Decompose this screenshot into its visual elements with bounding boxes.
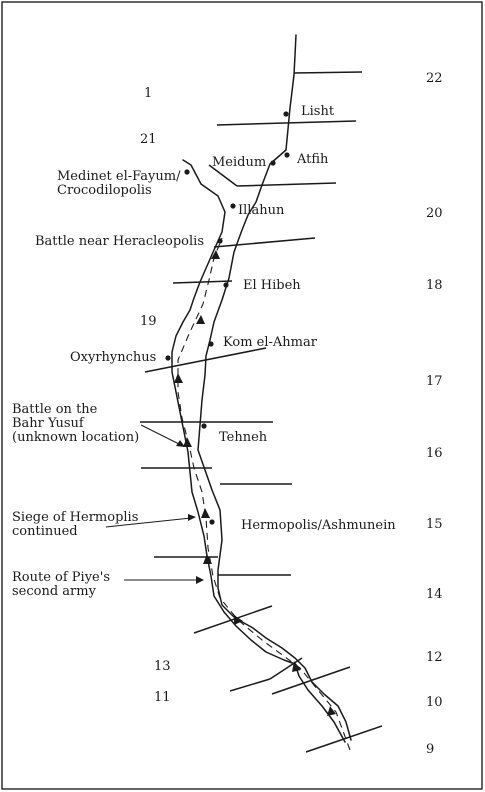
route-pointer-head <box>196 576 204 584</box>
bahr-yusuf-pointer <box>141 425 181 445</box>
fayum-label-line2: Crocodilopolis <box>57 183 152 198</box>
boundary-12-west <box>230 679 270 691</box>
kom-el-ahmar-dot <box>208 341 213 346</box>
route-arrowhead <box>174 373 183 383</box>
siege-label-line1: Siege of Hermoplis <box>12 510 139 525</box>
route-arrowhead <box>203 554 212 564</box>
tehneh-dot <box>201 423 206 428</box>
nome-number: 17 <box>426 374 443 389</box>
nome-number: 16 <box>426 446 443 461</box>
lisht-dot <box>283 111 288 116</box>
lisht-label: Lisht <box>301 104 335 119</box>
heracleopolis-label: Battle near Heracleopolis <box>35 234 204 249</box>
bahr-yusuf-label-line2: Bahr Yusuf <box>12 416 84 431</box>
el-hibeh-label: El Hibeh <box>243 278 301 293</box>
meidum-label: Meidum <box>212 155 267 170</box>
map-frame <box>2 2 482 789</box>
boundary-22-north <box>294 72 362 73</box>
nome-number: 14 <box>426 587 443 602</box>
boundary-lisht <box>217 121 356 125</box>
boundary-meidum-east <box>237 183 336 186</box>
meidum-dot <box>270 160 275 165</box>
piye-route <box>178 238 350 750</box>
kom-el-ahmar-label: Kom el-Ahmar <box>223 335 317 350</box>
nome-number: 22 <box>426 71 443 86</box>
bahr-yusuf-label-line1: Battle on the <box>12 402 98 417</box>
heracleopolis-dot <box>217 238 222 243</box>
boundary-el-hibeh <box>173 281 232 283</box>
illahun-label: Illahun <box>238 203 285 218</box>
nome-number: 12 <box>426 650 443 665</box>
nome-number: 11 <box>154 690 171 705</box>
boundary-13 <box>194 606 272 633</box>
route-label-line1: Route of Piye's <box>12 570 110 585</box>
nile-east-bank <box>198 35 351 740</box>
fayum-dot <box>184 169 189 174</box>
nome-number: 19 <box>140 314 157 329</box>
hermopolis-label: Hermopolis/Ashmunein <box>241 518 396 533</box>
el-hibeh-dot <box>223 282 228 287</box>
atfih-dot <box>284 152 289 157</box>
nome-number: 10 <box>426 695 443 710</box>
bahr-yusuf-label-line3: (unknown location) <box>12 430 140 445</box>
nome-number: 20 <box>426 206 443 221</box>
boundary-11 <box>272 667 350 694</box>
nome-number: 21 <box>140 132 157 147</box>
nome-number: 13 <box>154 659 171 674</box>
siege-pointer-head <box>188 514 196 521</box>
nome-number: 1 <box>144 86 153 101</box>
fayum-label-line1: Medinet el-Fayum/ <box>57 169 181 184</box>
nome-number: 18 <box>426 278 443 293</box>
siege-label-line2: continued <box>12 524 78 539</box>
tehneh-label: Tehneh <box>219 430 268 445</box>
route-arrowhead <box>183 437 192 447</box>
boundary-10 <box>306 726 382 752</box>
boundary-heracleopolis <box>214 238 315 247</box>
hermopolis-dot <box>209 519 214 524</box>
nome-number: 15 <box>426 517 443 532</box>
route-arrowhead <box>201 508 210 518</box>
oxyrhynchus-label: Oxyrhynchus <box>70 350 157 365</box>
route-label-line2: second army <box>12 584 96 599</box>
oxyrhynchus-dot <box>165 355 170 360</box>
nome-number: 9 <box>426 742 435 757</box>
atfih-label: Atfih <box>297 152 329 167</box>
illahun-dot <box>230 203 235 208</box>
